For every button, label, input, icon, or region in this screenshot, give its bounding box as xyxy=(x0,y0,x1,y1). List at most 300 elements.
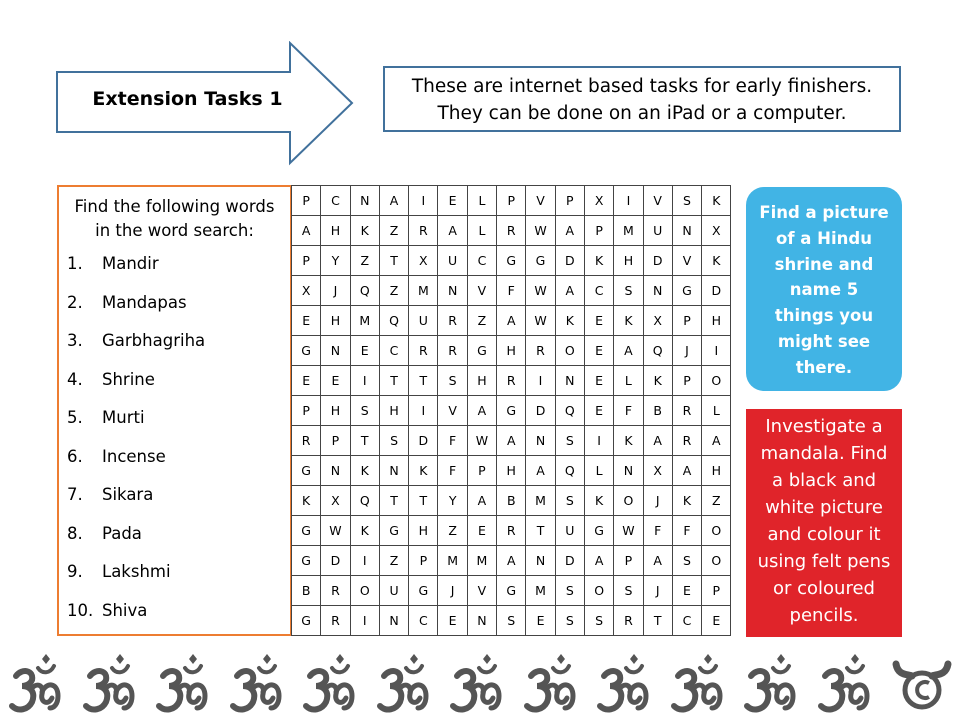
grid-cell: R xyxy=(614,606,643,636)
word-list-box xyxy=(57,185,292,636)
grid-cell: V xyxy=(672,246,701,276)
grid-cell: S xyxy=(555,426,584,456)
grid-cell: G xyxy=(497,576,526,606)
grid-cell: X xyxy=(702,216,731,246)
grid-cell: Z xyxy=(379,546,408,576)
item-word: Mandapas xyxy=(102,292,187,312)
grid-cell: I xyxy=(526,366,555,396)
grid-cell: A xyxy=(555,276,584,306)
grid-cell: B xyxy=(643,396,672,426)
grid-cell: M xyxy=(526,576,555,606)
grid-cell: K xyxy=(409,456,438,486)
grid-cell: E xyxy=(438,606,467,636)
item-number: 5. xyxy=(67,408,83,427)
grid-cell: S xyxy=(379,426,408,456)
grid-cell: A xyxy=(526,456,555,486)
copyright-icon xyxy=(890,652,954,716)
grid-cell: E xyxy=(350,336,379,366)
grid-cell: G xyxy=(292,606,321,636)
grid-cell: N xyxy=(321,456,350,486)
item-word: Sikara xyxy=(102,485,154,504)
grid-cell: S xyxy=(584,606,613,636)
word-list-item xyxy=(59,288,290,327)
item-word: Murti xyxy=(102,408,145,427)
grid-cell: V xyxy=(467,576,496,606)
grid-row xyxy=(292,516,731,546)
grid-cell: Y xyxy=(321,246,350,276)
grid-cell: S xyxy=(614,276,643,306)
grid-cell: F xyxy=(614,396,643,426)
grid-cell: U xyxy=(438,246,467,276)
grid-cell: T xyxy=(379,486,408,516)
task-line: mandala. Find xyxy=(760,443,888,464)
grid-cell: Z xyxy=(467,306,496,336)
info-line: They can be done on an iPad or a computer. xyxy=(437,103,847,124)
grid-cell: E xyxy=(467,516,496,546)
grid-cell: O xyxy=(702,516,731,546)
word-list-item xyxy=(59,326,290,365)
grid-cell: K xyxy=(584,246,613,276)
grid-cell: O xyxy=(555,336,584,366)
grid-cell: N xyxy=(379,606,408,636)
grid-cell: P xyxy=(555,186,584,216)
grid-cell: G xyxy=(292,336,321,366)
grid-cell: K xyxy=(702,186,731,216)
grid-cell: P xyxy=(702,576,731,606)
grid-cell: N xyxy=(438,276,467,306)
grid-cell: L xyxy=(584,456,613,486)
grid-row xyxy=(292,486,731,516)
grid-cell: P xyxy=(292,396,321,426)
grid-cell: R xyxy=(526,336,555,366)
task-line: a black and xyxy=(771,470,877,491)
grid-row xyxy=(292,546,731,576)
grid-cell: G xyxy=(409,576,438,606)
grid-cell: Z xyxy=(379,276,408,306)
grid-cell: K xyxy=(350,516,379,546)
grid-cell: O xyxy=(614,486,643,516)
grid-cell: C xyxy=(467,246,496,276)
grid-row xyxy=(292,246,731,276)
task-line: white picture xyxy=(765,497,883,518)
om-icon xyxy=(596,652,660,716)
grid-cell: H xyxy=(702,456,731,486)
grid-cell: G xyxy=(292,516,321,546)
task-mandala xyxy=(746,409,902,637)
grid-cell: X xyxy=(409,246,438,276)
grid-cell: D xyxy=(409,426,438,456)
item-number: 2. xyxy=(67,292,83,312)
grid-cell: N xyxy=(379,456,408,486)
grid-cell: W xyxy=(526,306,555,336)
grid-row xyxy=(292,276,731,306)
grid-cell: V xyxy=(438,396,467,426)
word-search-grid xyxy=(291,185,731,636)
grid-cell: I xyxy=(584,426,613,456)
grid-cell: K xyxy=(350,216,379,246)
grid-cell: W xyxy=(321,516,350,546)
word-list-heading xyxy=(59,195,290,243)
grid-cell: S xyxy=(672,186,701,216)
grid-cell: O xyxy=(350,576,379,606)
grid-cell: C xyxy=(672,606,701,636)
grid-cell: V xyxy=(643,186,672,216)
grid-cell: N xyxy=(555,366,584,396)
grid-cell: R xyxy=(321,576,350,606)
grid-cell: G xyxy=(526,246,555,276)
grid-cell: A xyxy=(584,546,613,576)
task-line: things you xyxy=(774,306,874,326)
grid-cell: T xyxy=(409,486,438,516)
grid-cell: Q xyxy=(643,336,672,366)
grid-cell: L xyxy=(467,186,496,216)
grid-cell: A xyxy=(672,456,701,486)
task-line: shrine and xyxy=(774,254,874,274)
info-line: These are internet based tasks for early finishers. xyxy=(411,76,873,97)
grid-cell: E xyxy=(292,306,321,336)
task-line: Investigate a xyxy=(765,416,883,437)
grid-cell: N xyxy=(526,426,555,456)
grid-cell: A xyxy=(643,426,672,456)
grid-cell: P xyxy=(292,246,321,276)
grid-cell: A xyxy=(555,216,584,246)
grid-cell: I xyxy=(350,606,379,636)
grid-cell: E xyxy=(321,366,350,396)
item-word: Mandir xyxy=(102,254,159,273)
grid-row xyxy=(292,426,731,456)
grid-cell: W xyxy=(526,276,555,306)
grid-cell: Q xyxy=(555,456,584,486)
grid-cell: H xyxy=(702,306,731,336)
grid-cell: M xyxy=(438,546,467,576)
grid-cell: H xyxy=(321,216,350,246)
grid-cell: U xyxy=(409,306,438,336)
grid-cell: E xyxy=(584,306,613,336)
grid-cell: I xyxy=(350,546,379,576)
grid-row xyxy=(292,186,731,216)
grid-cell: X xyxy=(643,306,672,336)
grid-cell: H xyxy=(321,306,350,336)
task-line: of a Hindu xyxy=(776,228,872,248)
grid-cell: U xyxy=(379,576,408,606)
grid-cell: P xyxy=(409,546,438,576)
grid-cell: S xyxy=(555,486,584,516)
grid-cell: P xyxy=(497,186,526,216)
item-number: 4. xyxy=(67,369,83,389)
grid-cell: X xyxy=(321,486,350,516)
word-list xyxy=(59,249,290,634)
grid-cell: A xyxy=(497,306,526,336)
grid-cell: G xyxy=(467,336,496,366)
grid-cell: V xyxy=(526,186,555,216)
item-number: 8. xyxy=(67,523,83,543)
grid-cell: K xyxy=(643,366,672,396)
grid-row xyxy=(292,216,731,246)
grid-cell: O xyxy=(702,366,731,396)
grid-cell: C xyxy=(321,186,350,216)
grid-cell: H xyxy=(497,336,526,366)
grid-cell: E xyxy=(584,366,613,396)
item-word: Pada xyxy=(102,523,142,543)
item-number: 9. xyxy=(67,562,83,581)
grid-cell: F xyxy=(438,456,467,486)
om-icon xyxy=(8,652,72,716)
om-symbol-row xyxy=(8,652,958,718)
grid-cell: P xyxy=(292,186,321,216)
grid-cell: G xyxy=(379,516,408,546)
grid-cell: N xyxy=(467,606,496,636)
info-box xyxy=(383,66,901,132)
grid-row xyxy=(292,606,731,636)
grid-cell: N xyxy=(643,276,672,306)
grid-cell: D xyxy=(555,546,584,576)
grid-cell: A xyxy=(614,336,643,366)
word-list-item xyxy=(59,519,290,558)
grid-row xyxy=(292,396,731,426)
grid-cell: R xyxy=(497,366,526,396)
task-shrine xyxy=(746,187,902,391)
grid-cell: T xyxy=(643,606,672,636)
grid-cell: O xyxy=(584,576,613,606)
item-word: Incense xyxy=(102,446,166,466)
grid-cell: M xyxy=(409,276,438,306)
grid-cell: T xyxy=(379,366,408,396)
grid-cell: S xyxy=(438,366,467,396)
grid-cell: Q xyxy=(350,276,379,306)
grid-cell: H xyxy=(321,396,350,426)
grid-cell: S xyxy=(672,546,701,576)
om-icon xyxy=(523,652,587,716)
item-word: Lakshmi xyxy=(102,562,171,581)
grid-cell: C xyxy=(379,336,408,366)
grid-cell: A xyxy=(702,426,731,456)
word-list-item xyxy=(59,249,290,288)
grid-cell: J xyxy=(643,576,672,606)
grid-cell: P xyxy=(672,306,701,336)
grid-cell: G xyxy=(584,516,613,546)
grid-cell: G xyxy=(497,246,526,276)
grid-cell: Z xyxy=(702,486,731,516)
grid-cell: A xyxy=(438,216,467,246)
grid-cell: I xyxy=(409,396,438,426)
grid-cell: Q xyxy=(350,486,379,516)
grid-cell: K xyxy=(350,456,379,486)
grid-cell: K xyxy=(672,486,701,516)
grid-cell: R xyxy=(672,426,701,456)
grid-cell: A xyxy=(643,546,672,576)
grid-cell: A xyxy=(467,396,496,426)
grid-cell: D xyxy=(555,246,584,276)
grid-cell: A xyxy=(497,546,526,576)
grid-cell: K xyxy=(555,306,584,336)
heading-line: in the word search: xyxy=(95,221,254,240)
om-icon xyxy=(449,652,513,716)
grid-cell: O xyxy=(702,546,731,576)
task-line: name 5 xyxy=(789,280,859,300)
task-line: pencils. xyxy=(789,605,859,626)
grid-cell: V xyxy=(467,276,496,306)
grid-cell: P xyxy=(321,426,350,456)
grid-cell: A xyxy=(467,486,496,516)
grid-cell: T xyxy=(350,426,379,456)
grid-cell: D xyxy=(702,276,731,306)
om-icon xyxy=(155,652,219,716)
grid-row xyxy=(292,576,731,606)
grid-cell: J xyxy=(438,576,467,606)
grid-cell: Q xyxy=(379,306,408,336)
grid-cell: S xyxy=(614,576,643,606)
task-line: using felt pens xyxy=(757,551,891,572)
grid-row xyxy=(292,336,731,366)
task-line: Find a picture xyxy=(759,203,889,222)
grid-cell: B xyxy=(497,486,526,516)
grid-cell: M xyxy=(614,216,643,246)
grid-cell: H xyxy=(467,366,496,396)
grid-cell: T xyxy=(526,516,555,546)
grid-cell: U xyxy=(643,216,672,246)
grid-row xyxy=(292,456,731,486)
om-icon xyxy=(743,652,807,716)
word-list-item xyxy=(59,596,290,635)
grid-row xyxy=(292,366,731,396)
om-icon xyxy=(817,652,881,716)
item-number: 7. xyxy=(67,485,83,504)
task-line: might see xyxy=(777,331,871,351)
grid-cell: H xyxy=(614,246,643,276)
grid-cell: Z xyxy=(350,246,379,276)
grid-cell: S xyxy=(555,606,584,636)
grid-cell: E xyxy=(584,396,613,426)
grid-cell: G xyxy=(292,546,321,576)
grid-cell: Z xyxy=(438,516,467,546)
grid-cell: C xyxy=(409,606,438,636)
grid-cell: R xyxy=(409,216,438,246)
item-word: Garbhagriha xyxy=(102,331,206,350)
grid-cell: L xyxy=(467,216,496,246)
grid-cell: F xyxy=(438,426,467,456)
grid-cell: A xyxy=(379,186,408,216)
grid-cell: G xyxy=(672,276,701,306)
grid-cell: X xyxy=(643,456,672,486)
grid-cell: I xyxy=(350,366,379,396)
grid-cell: X xyxy=(292,276,321,306)
om-icon xyxy=(670,652,734,716)
grid-cell: H xyxy=(379,396,408,426)
task-line: and colour it xyxy=(767,524,881,545)
item-word: Shrine xyxy=(102,369,155,389)
grid-cell: N xyxy=(350,186,379,216)
grid-cell: P xyxy=(467,456,496,486)
grid-cell: J xyxy=(643,486,672,516)
grid-cell: M xyxy=(467,546,496,576)
word-list-item xyxy=(59,403,290,442)
grid-cell: N xyxy=(526,546,555,576)
grid-cell: H xyxy=(497,456,526,486)
grid-cell: E xyxy=(526,606,555,636)
grid-cell: J xyxy=(321,276,350,306)
grid-cell: T xyxy=(409,366,438,396)
grid-cell: W xyxy=(526,216,555,246)
grid-cell: A xyxy=(497,426,526,456)
grid-cell: C xyxy=(584,276,613,306)
page-title: Extension Tasks 1 xyxy=(92,88,283,110)
word-list-item xyxy=(59,365,290,404)
grid-cell: Z xyxy=(379,216,408,246)
grid-cell: F xyxy=(672,516,701,546)
om-icon xyxy=(82,652,146,716)
grid-cell: I xyxy=(614,186,643,216)
item-number: 3. xyxy=(67,331,83,350)
grid-cell: A xyxy=(292,216,321,246)
grid-cell: G xyxy=(497,396,526,426)
grid-cell: M xyxy=(526,486,555,516)
grid-cell: N xyxy=(321,336,350,366)
grid-cell: S xyxy=(350,396,379,426)
grid-cell: R xyxy=(292,426,321,456)
item-number: 6. xyxy=(67,446,83,466)
grid-cell: K xyxy=(584,486,613,516)
grid-cell: M xyxy=(350,306,379,336)
grid-cell: D xyxy=(321,546,350,576)
grid-cell: L xyxy=(702,396,731,426)
grid-cell: P xyxy=(672,366,701,396)
grid-cell: R xyxy=(438,306,467,336)
grid-cell: K xyxy=(702,246,731,276)
grid-cell: P xyxy=(614,546,643,576)
heading-line: Find the following words xyxy=(74,197,275,216)
word-list-item xyxy=(59,442,290,481)
grid-cell: R xyxy=(497,516,526,546)
grid-cell: J xyxy=(672,336,701,366)
grid-cell: W xyxy=(614,516,643,546)
grid-cell: P xyxy=(584,216,613,246)
grid-cell: I xyxy=(702,336,731,366)
grid-cell: R xyxy=(321,606,350,636)
grid-cell: N xyxy=(614,456,643,486)
grid-cell: K xyxy=(292,486,321,516)
grid-cell: Q xyxy=(555,396,584,426)
grid-cell: W xyxy=(467,426,496,456)
grid-cell: R xyxy=(672,396,701,426)
task-line: there. xyxy=(795,357,853,377)
item-number: 1. xyxy=(67,254,83,273)
grid-cell: D xyxy=(526,396,555,426)
grid-cell: S xyxy=(497,606,526,636)
grid-cell: E xyxy=(672,576,701,606)
word-list-item xyxy=(59,480,290,519)
grid-cell: R xyxy=(438,336,467,366)
grid-cell: Y xyxy=(438,486,467,516)
grid-cell: D xyxy=(643,246,672,276)
om-icon xyxy=(229,652,293,716)
grid-cell: K xyxy=(614,426,643,456)
grid-cell: R xyxy=(497,216,526,246)
om-icon xyxy=(376,652,440,716)
grid-cell: T xyxy=(379,246,408,276)
grid-cell: K xyxy=(614,306,643,336)
item-number: 10. xyxy=(67,600,94,620)
grid-cell: I xyxy=(409,186,438,216)
task-line: or coloured xyxy=(773,578,875,599)
grid-cell: G xyxy=(292,456,321,486)
grid-cell: N xyxy=(672,216,701,246)
grid-cell: L xyxy=(614,366,643,396)
grid-cell: E xyxy=(292,366,321,396)
grid-cell: E xyxy=(702,606,731,636)
word-list-item xyxy=(59,557,290,596)
grid-cell: E xyxy=(584,336,613,366)
grid-cell: S xyxy=(555,576,584,606)
